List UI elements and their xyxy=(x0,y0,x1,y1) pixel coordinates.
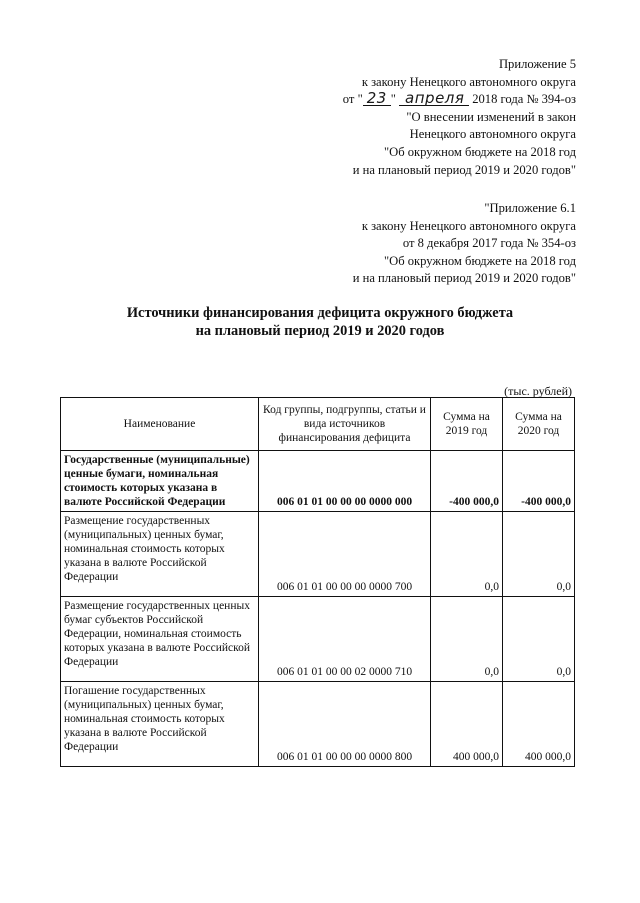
quoted-appendix-law-ref: к закону Ненецкого автономного округа xyxy=(361,218,576,233)
appendix-header xyxy=(343,56,576,179)
header-code: Код группы, подгруппы, статьи и вида источников финансирования дефицита xyxy=(259,398,431,451)
quoted-appendix-number: "Приложение 6.1 xyxy=(484,201,576,215)
handwritten-day: 23 xyxy=(363,91,391,106)
row-name: Погашение государственных (муниципальных) ценных бумаг, номинальная стоимость которых указана в валюте Российской Федерации xyxy=(61,682,259,767)
date-quote: " xyxy=(390,92,396,107)
table-row xyxy=(61,682,575,767)
row-sum-2019: 0,0 xyxy=(431,512,503,597)
quoted-appendix-line-5: и на плановый период 2019 и 2020 годов" xyxy=(352,271,576,286)
row-sum-2019: 0,0 xyxy=(431,597,503,682)
handwritten-month: апреля xyxy=(399,91,469,106)
row-code: 006 01 01 00 00 00 0000 000 xyxy=(259,451,431,512)
table-header-row xyxy=(61,398,575,451)
units-label: (тыс. рублей) xyxy=(504,384,572,398)
row-sum-2020: -400 000,0 xyxy=(503,451,575,512)
title-line-1: Источники финансирования дефицита окружного бюджета xyxy=(126,305,514,321)
table-row xyxy=(61,597,575,682)
row-code: 006 01 01 00 00 02 0000 710 xyxy=(259,597,431,682)
table-row xyxy=(61,512,575,597)
appendix-number: Приложение 5 xyxy=(498,57,576,71)
row-code: 006 01 01 00 00 00 0000 700 xyxy=(259,512,431,597)
document-title xyxy=(60,304,580,340)
row-sum-2020: 0,0 xyxy=(503,512,575,597)
title-line-2: на плановый период 2019 и 2020 годов xyxy=(195,323,445,339)
row-sum-2020: 0,0 xyxy=(503,597,575,682)
row-sum-2019: 400 000,0 xyxy=(431,682,503,767)
appendix-line-4: "О внесении изменений в закон xyxy=(406,109,576,124)
date-prefix: от " xyxy=(342,92,363,107)
quoted-appendix-line-4: "Об окружном бюджете на 2018 год xyxy=(383,253,576,268)
appendix-line-6: "Об окружном бюджете на 2018 год xyxy=(383,144,576,159)
row-name: Размещение государственных (муниципальных) ценных бумаг, номинальная стоимость которых указана в валюте Российской Федерации xyxy=(61,512,259,597)
appendix-law-ref: к закону Ненецкого автономного округа xyxy=(361,74,576,89)
appendix-line-5: Ненецкого автономного округа xyxy=(409,127,576,142)
quoted-appendix-header xyxy=(353,200,576,288)
quoted-appendix-date: от 8 декабря 2017 года № 354-оз xyxy=(402,236,576,251)
appendix-date-line xyxy=(343,91,576,109)
appendix-line-7: и на плановый период 2019 и 2020 годов" xyxy=(352,162,576,177)
row-name: Государственные (муниципальные) ценные бумаги, номинальная стоимость которых указана в валюте Российской Федерации xyxy=(61,451,259,512)
row-code: 006 01 01 00 00 00 0000 800 xyxy=(259,682,431,767)
financing-sources-table xyxy=(60,397,575,767)
row-sum-2019: -400 000,0 xyxy=(431,451,503,512)
table-row xyxy=(61,451,575,512)
row-sum-2020: 400 000,0 xyxy=(503,682,575,767)
header-sum-2020: Сумма на 2020 год xyxy=(503,398,575,451)
header-name: Наименование xyxy=(61,398,259,451)
header-sum-2019: Сумма на 2019 год xyxy=(431,398,503,451)
row-name: Размещение государственных ценных бумаг субъектов Российской Федерации, номинальная стоимость которых указана в валюте Российской Федерации xyxy=(61,597,259,682)
date-suffix: 2018 года № 394-оз xyxy=(472,92,576,107)
